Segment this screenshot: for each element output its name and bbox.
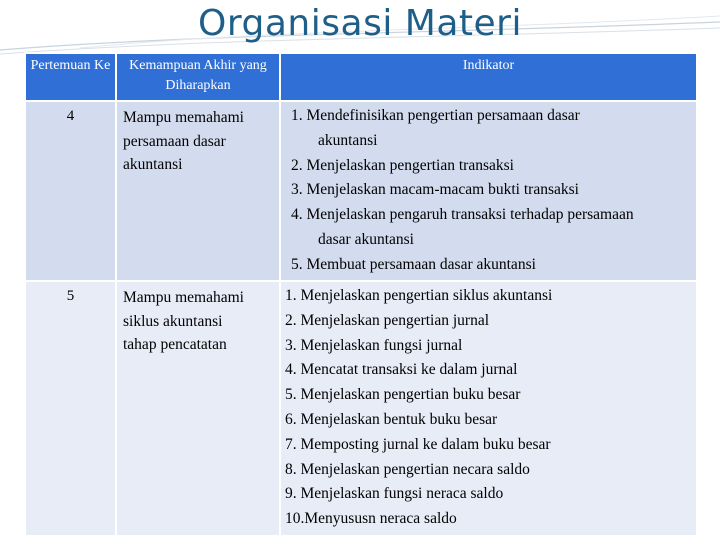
indicator-item: 2. Menjelaskan pengertian jurnal [285,311,490,329]
indicator-item: 6. Menjelaskan bentuk buku besar [285,410,498,428]
indicator-item: 7. Memposting jurnal ke dalam buku besar [285,435,551,453]
indicator-item: 5. Menjelaskan pengertian buku besar [285,386,521,404]
indicator-item: 8. Menjelaskan pengertian necara saldo [285,460,530,478]
materials-table [24,52,698,537]
header-competency: Kemampuan Akhir yang Diharapkan [116,53,280,101]
table-row [25,281,697,536]
header-indicator: Indikator [280,53,697,101]
table-header-row [25,53,697,101]
competency-cell: Mampu memahami siklus akuntansi tahap pencatatan [116,281,280,536]
indicator-item: 3. Menjelaskan macam-macam bukti transaksi [291,181,579,199]
indicator-item-continued: dasar akuntansi [318,230,414,248]
page-title: Organisasi Materi [198,3,522,44]
header-meeting: Pertemuan Ke [25,53,116,101]
indicator-cell [280,101,697,281]
indicator-item: 2. Menjelaskan pengertian transaksi [291,156,514,174]
competency-cell: Mampu memahami persamaan dasar akuntansi [116,101,280,281]
indicator-item: 4. Mencatat transaksi ke dalam jurnal [285,361,518,379]
meeting-number: 4 [25,101,116,281]
indicator-item: 5. Membuat persamaan dasar akuntansi [291,255,536,273]
indicator-item: 1. Menjelaskan pengertian siklus akuntansi [285,287,553,304]
indicator-item: 10.Menyususn neraca saldo [285,510,457,528]
indicator-cell [280,281,697,536]
indicator-item: 9. Menjelaskan fungsi neraca saldo [285,485,504,503]
indicator-item: 4. Menjelaskan pengaruh transaksi terhadap persamaan [291,206,634,224]
table-row [25,101,697,281]
meeting-number: 5 [25,281,116,536]
indicator-item: 3. Menjelaskan fungsi jurnal [285,336,463,354]
indicator-item: 1. Mendefinisikan pengertian persamaan dasar [291,107,580,124]
indicator-item-continued: akuntansi [318,131,378,149]
